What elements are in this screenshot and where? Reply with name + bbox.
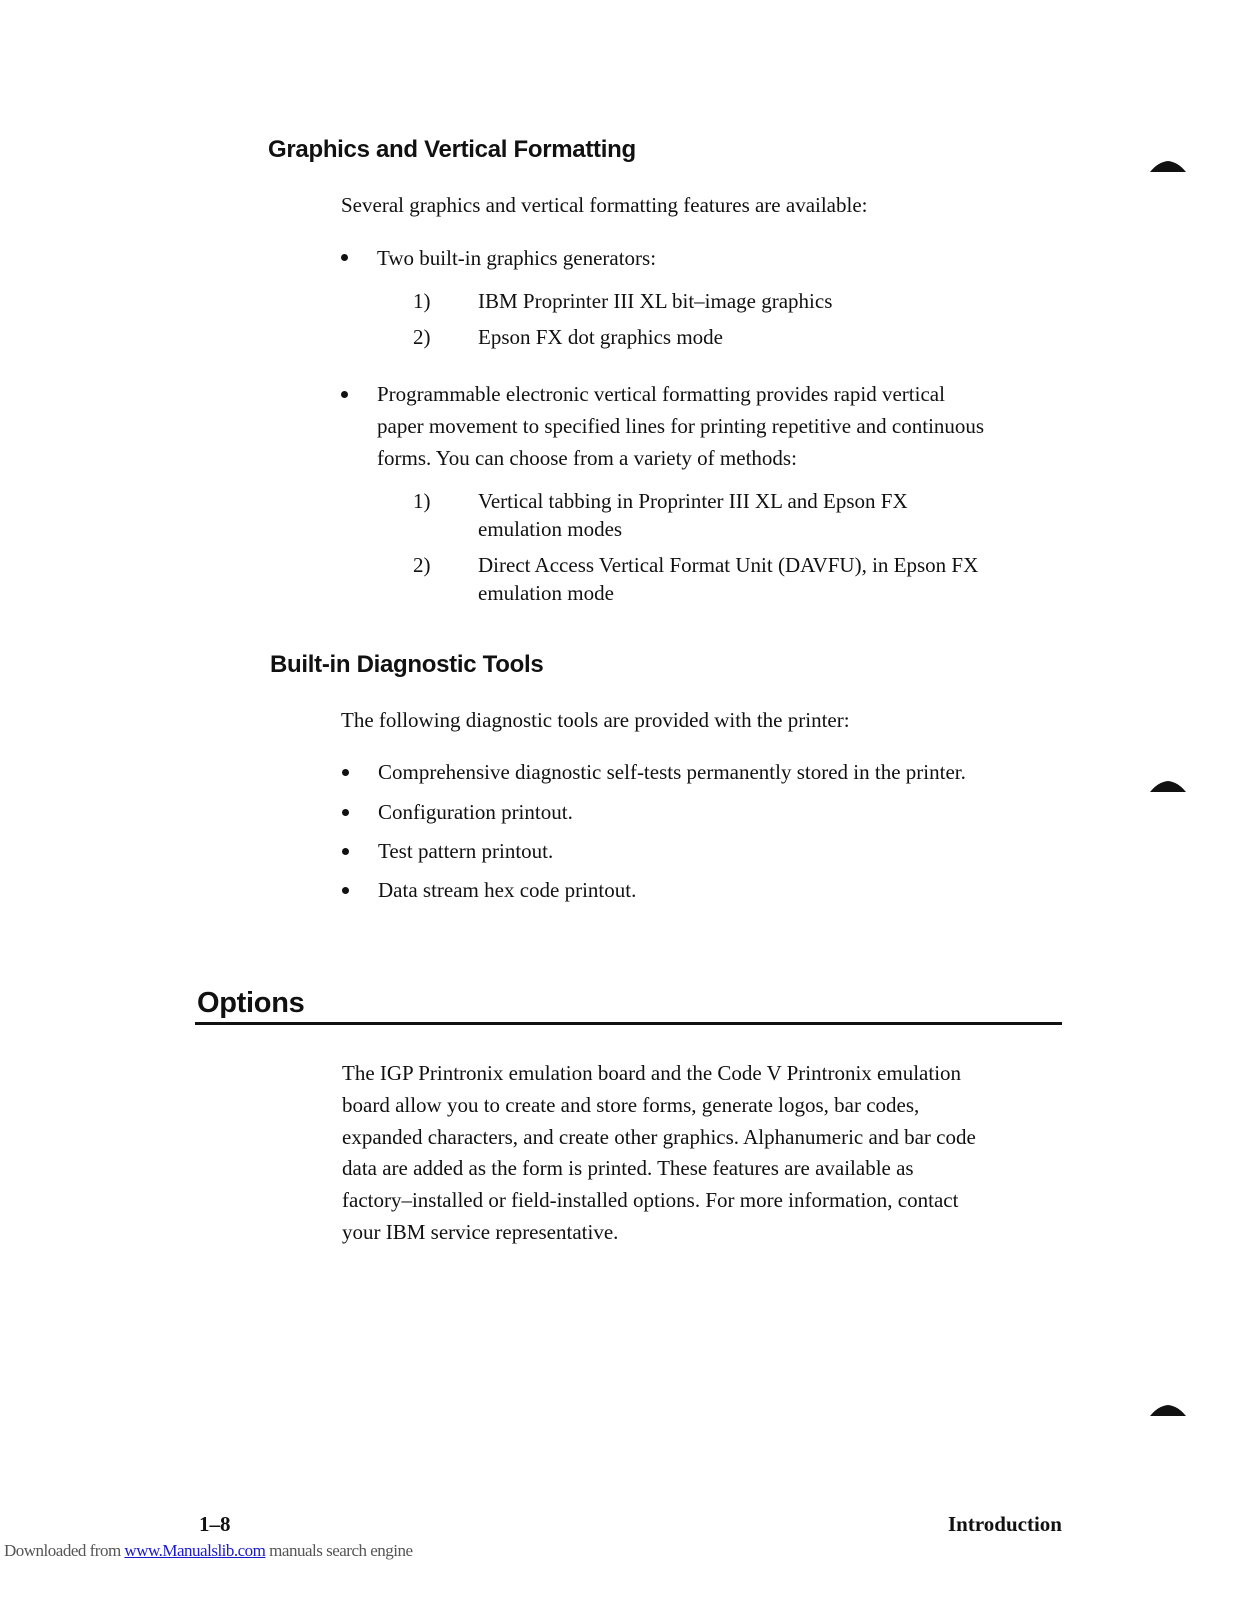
diagnostics-bullet: Test pattern printout. — [378, 839, 554, 863]
bullet-dot — [341, 391, 348, 398]
diagnostics-bullet: Comprehensive diagnostic self-tests permanently stored in the printer. — [378, 760, 966, 784]
bullet-dot — [342, 848, 349, 855]
bullet-dot — [342, 769, 349, 776]
list-number: 1) — [413, 489, 431, 513]
options-paragraph-line: board allow you to create and store forms, generate logos, bar codes, — [342, 1093, 920, 1117]
bullet-dot — [342, 809, 349, 816]
diagnostics-intro: The following diagnostic tools are provided with the printer: — [341, 708, 850, 732]
list-item-text: Direct Access Vertical Format Unit (DAVFU), in Epson FX — [478, 553, 979, 577]
chapter-title: Introduction — [948, 1512, 1062, 1536]
list-number: 1) — [413, 289, 431, 313]
options-paragraph-line: expanded characters, and create other graphics. Alphanumeric and bar code — [342, 1125, 976, 1149]
options-paragraph-line: factory–installed or field-installed options. For more information, contact — [342, 1188, 959, 1212]
section-heading-options: Options — [197, 987, 305, 1019]
graphics-bullet-2-line: paper movement to specified lines for printing repetitive and continuous — [377, 414, 985, 438]
graphics-bullet-2-line: forms. You can choose from a variety of methods: — [377, 446, 797, 470]
bullet-dot — [341, 254, 348, 261]
margin-tab-mark — [1150, 1404, 1186, 1418]
section-heading-graphics: Graphics and Vertical Formatting — [268, 136, 636, 163]
graphics-bullet-1: Two built-in graphics generators: — [377, 246, 657, 270]
options-paragraph-line: data are added as the form is printed. These features are available as — [342, 1156, 914, 1180]
list-item-text: emulation modes — [478, 517, 623, 541]
options-paragraph-line: The IGP Printronix emulation board and the Code V Printronix emulation — [342, 1061, 962, 1085]
manualslib-link[interactable]: www.Manualslib.com — [124, 1541, 266, 1560]
bullet-dot — [342, 887, 349, 894]
download-prefix: Downloaded from — [4, 1541, 125, 1560]
list-item-text: IBM Proprinter III XL bit–image graphics — [478, 289, 833, 313]
graphics-intro: Several graphics and vertical formatting features are available: — [341, 193, 868, 217]
list-number: 2) — [413, 553, 431, 577]
download-suffix: manuals search engine — [265, 1541, 413, 1560]
list-item-text: emulation mode — [478, 581, 614, 605]
margin-tab-mark — [1150, 780, 1186, 794]
options-paragraph-line: your IBM service representative. — [342, 1220, 619, 1244]
download-banner — [4, 1541, 413, 1561]
page-number: 1–8 — [199, 1512, 231, 1536]
margin-tab-mark — [1150, 160, 1186, 174]
list-item-text: Epson FX dot graphics mode — [478, 325, 723, 349]
section-rule — [195, 1022, 1062, 1025]
section-heading-diagnostics: Built-in Diagnostic Tools — [270, 651, 544, 678]
list-item-text: Vertical tabbing in Proprinter III XL and Epson FX — [478, 489, 908, 513]
list-number: 2) — [413, 325, 431, 349]
diagnostics-bullet: Configuration printout. — [378, 800, 573, 824]
graphics-bullet-2-line: Programmable electronic vertical formatting provides rapid vertical — [377, 382, 945, 406]
diagnostics-bullet: Data stream hex code printout. — [378, 878, 637, 902]
